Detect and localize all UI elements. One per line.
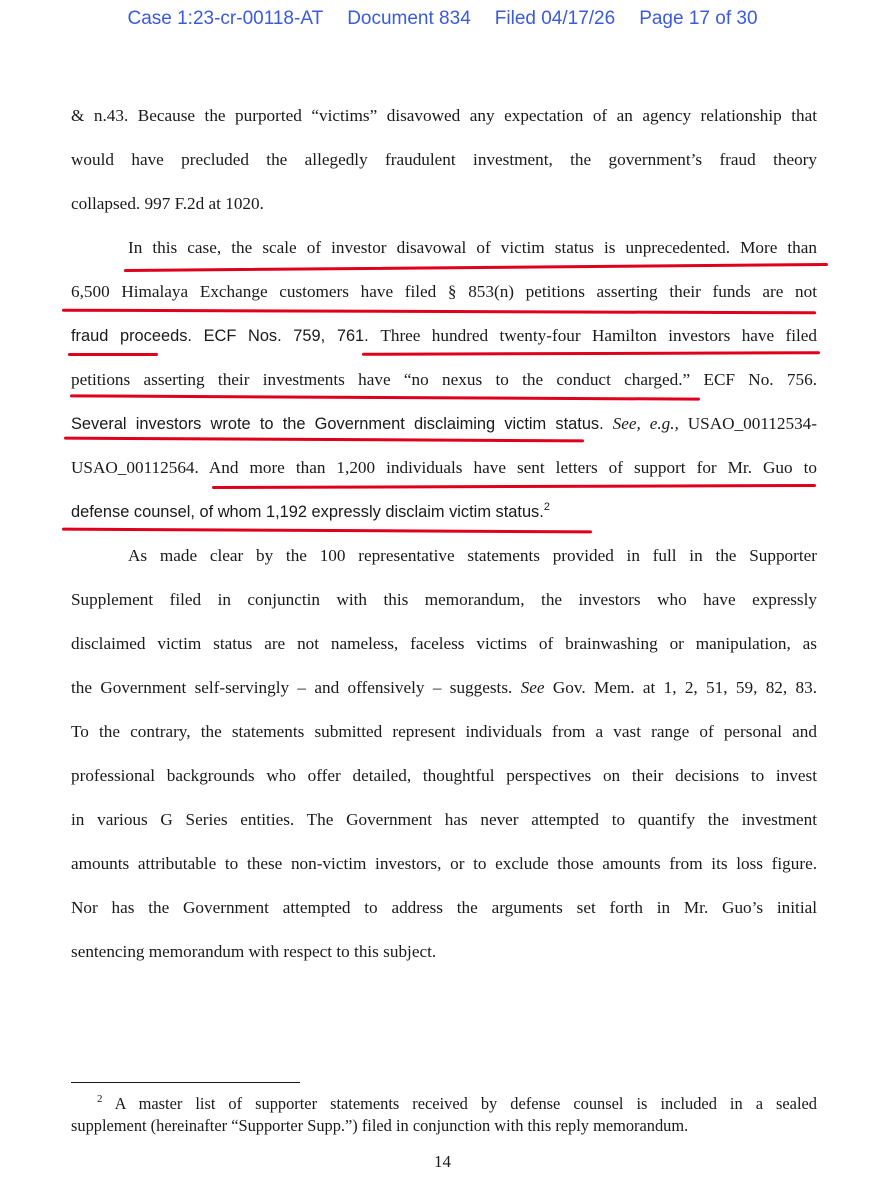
body-line: Supplement filed in conjunctin with this memorandum, the investors who have expressly: [71, 590, 817, 609]
citation: USAO_00112534-: [678, 414, 817, 433]
red-underline: [62, 309, 816, 315]
body-line: amounts attributable to these non-victim investors, or to exclude those amounts from its loss figure.: [71, 854, 817, 873]
page-indicator: Page 17 of 30: [639, 8, 758, 29]
body-line: [71, 676, 817, 700]
body-line: sentencing memorandum with respect to this subject.: [71, 942, 437, 961]
body-line: professional backgrounds who offer detailed, thoughtful perspectives on their decisions to invest: [71, 766, 817, 785]
footnote-line: A master list of supporter statements received by defense counsel is included in a sealed: [102, 1094, 817, 1113]
italic-signal: See: [520, 678, 545, 697]
body-line: in various G Series entities. The Government has never attempted to quantify the investment: [71, 810, 817, 829]
body-line: Nor has the Government attempted to address the arguments set forth in Mr. Guo’s initial: [71, 898, 817, 917]
red-underline: [212, 484, 816, 489]
body-line: [71, 368, 817, 392]
citation: USAO_00112564.: [71, 458, 209, 477]
footnote-text: [97, 1093, 817, 1115]
italic-signal: See, e.g.,: [612, 414, 679, 433]
serif-segment: petitions asserting their investments have “no nexus to the conduct charged.”: [71, 370, 691, 389]
serif-segment: And more than 1,200 individuals have sent letters of support for Mr. Guo to: [208, 458, 817, 477]
filed-date: Filed 04/17/26: [494, 8, 616, 29]
serif-segment: Three hundred twenty-four Hamilton investors have filed: [380, 326, 817, 345]
space: [604, 414, 613, 433]
serif-segment: the Government self-servingly – and offensively – suggests.: [71, 678, 521, 697]
red-underline: [62, 528, 592, 534]
red-underline: [70, 394, 700, 400]
red-underline: [64, 437, 584, 443]
red-underline: [68, 353, 158, 356]
red-underline: [124, 263, 828, 272]
red-underline: [362, 351, 820, 356]
body-line: 6,500 Himalaya Exchange customers have filed § 853(n) petitions asserting their funds are not: [71, 282, 817, 301]
body-line: & n.43. Because the purported “victims” disavowed any expectation of an agency relationship that: [71, 106, 817, 125]
body-line: disclaimed victim status are not nameless, faceless victims of brainwashing or manipulation, as: [71, 634, 817, 653]
sans-segment: defense counsel, of whom 1,192 expressly disclaim victim status.: [71, 503, 544, 521]
case-header: [0, 8, 885, 30]
body-line: [71, 456, 817, 480]
body-line: would have precluded the allegedly fraudulent investment, the government’s fraud theory: [71, 150, 817, 169]
footnote-divider: [71, 1082, 300, 1083]
body-line: collapsed. 997 F.2d at 1020.: [71, 194, 264, 213]
footnote-number: 2: [97, 1093, 103, 1105]
body-line: [71, 324, 817, 348]
sans-segment: Several investors wrote to the Government disclaiming victim status.: [71, 415, 604, 433]
page-number: 14: [434, 1152, 451, 1171]
body-line: As made clear by the 100 representative statements provided in full in the Supporter: [128, 546, 817, 565]
body-line: [71, 500, 817, 524]
case-number: Case 1:23-cr-00118-AT: [127, 8, 324, 29]
body-line: In this case, the scale of investor disavowal of victim status is unprecedented. More than: [128, 238, 817, 257]
footnote-ref[interactable]: 2: [543, 501, 550, 513]
footnote-line: supplement (hereinafter “Supporter Supp.”) filed in conjunction with this reply memorandum.: [71, 1116, 689, 1135]
serif-segment: ECF No. 756.: [690, 370, 817, 389]
document-number: Document 834: [347, 8, 471, 29]
sans-segment: fraud proceeds. ECF Nos. 759, 761.: [71, 327, 381, 345]
body-line: To the contrary, the statements submitted represent individuals from a vast range of personal and: [71, 722, 817, 741]
citation: Gov. Mem. at 1, 2, 51, 59, 82, 83.: [544, 678, 817, 697]
body-line: [71, 412, 817, 436]
